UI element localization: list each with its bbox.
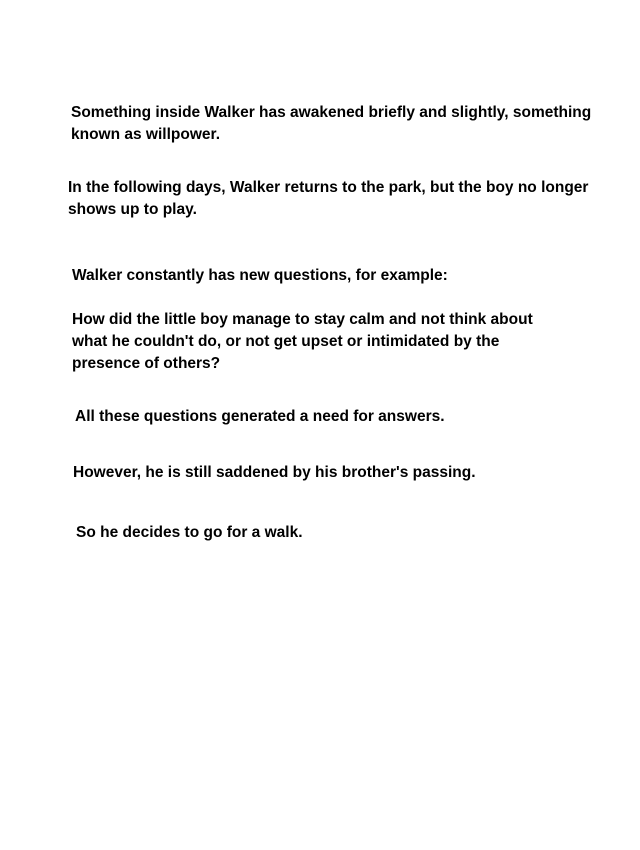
- paragraph-question: [72, 309, 533, 375]
- paragraph-walk: [76, 522, 303, 544]
- text-line: In the following days, Walker returns to the park, but the boy no longer: [68, 179, 589, 196]
- paragraph-need-answers: [75, 406, 445, 428]
- text-line: How did the little boy manage to stay calm and not think about: [72, 311, 533, 328]
- text-line: All these questions generated a need for answers.: [75, 408, 445, 425]
- paragraph-saddened: [73, 462, 476, 484]
- text-line: presence of others?: [72, 355, 221, 372]
- text-line: Walker constantly has new questions, for example:: [72, 267, 448, 284]
- text-line: However, he is still saddened by his brother's passing.: [73, 464, 476, 481]
- text-line: So he decides to go for a walk.: [76, 524, 303, 541]
- text-line: Something inside Walker has awakened briefly and slightly, something: [71, 104, 592, 121]
- text-line: shows up to play.: [68, 201, 197, 218]
- text-line: what he couldn't do, or not get upset or intimidated by the: [72, 333, 500, 350]
- paragraph-new-questions: [72, 265, 448, 287]
- paragraph-willpower: [71, 102, 591, 146]
- text-line: known as willpower.: [71, 126, 221, 143]
- paragraph-park-return: [68, 177, 588, 221]
